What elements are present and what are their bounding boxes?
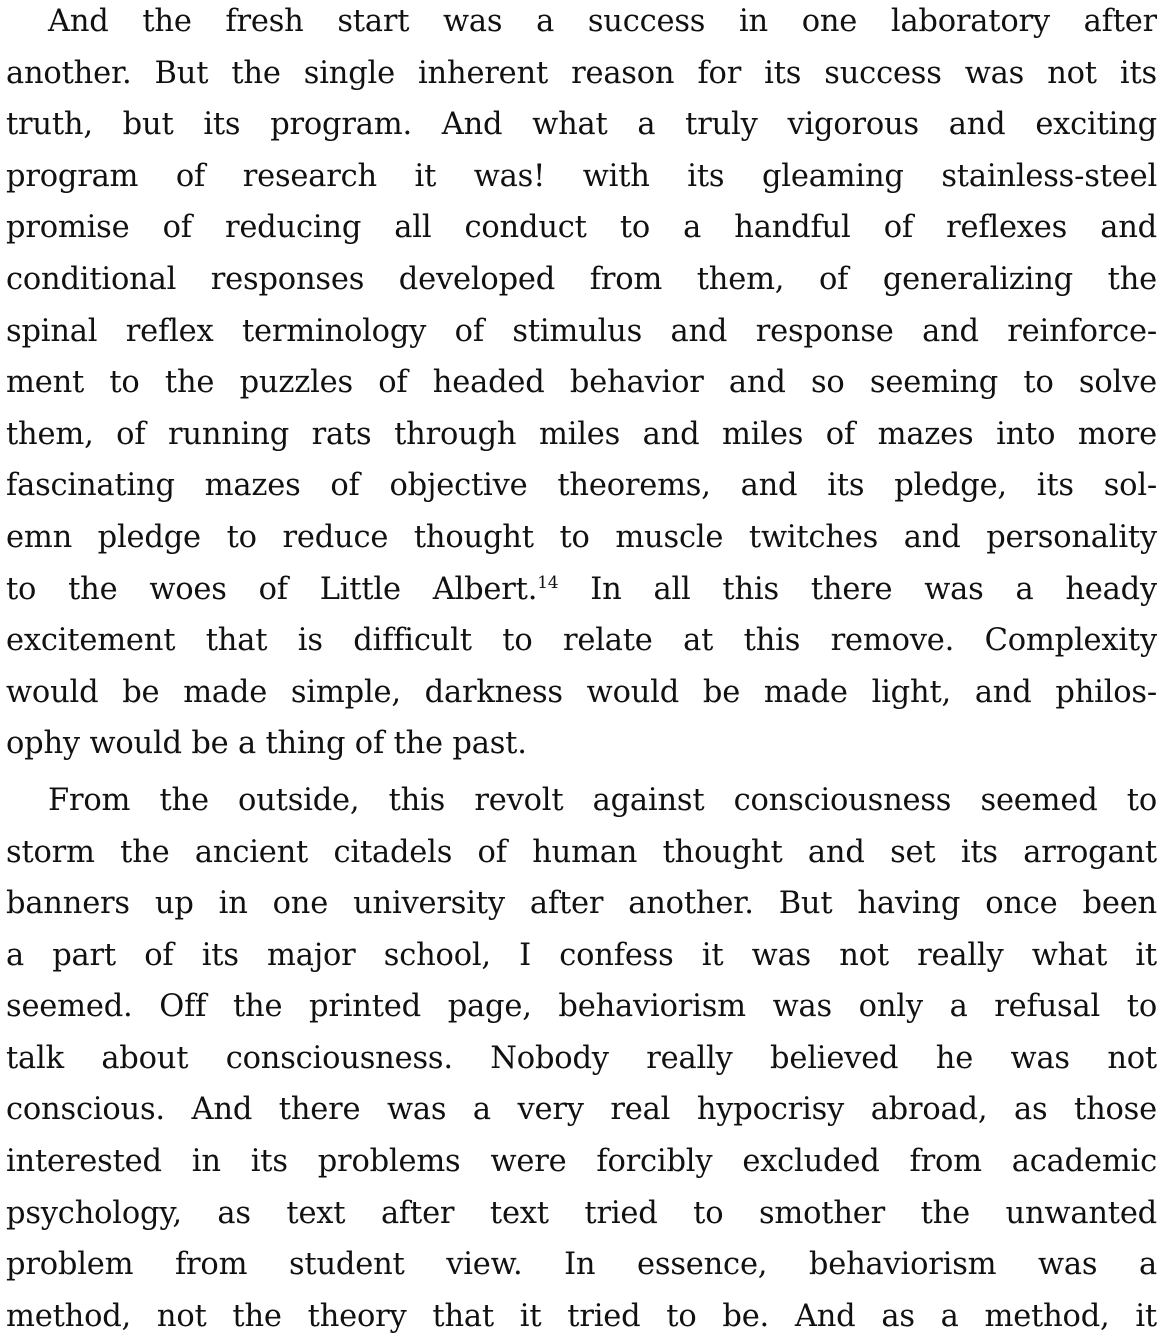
text-line: program of research it was! with its gleaming stainless-steel: [6, 158, 1157, 194]
text-line: promise of reducing all conduct to a handful of reflexes and: [6, 210, 1157, 246]
paragraph-1: [6, 0, 1157, 770]
text-before-footnote: to the woes of Little Albert.: [6, 571, 538, 607]
text-line: storm the ancient citadels of human thought and set its arrogant: [6, 834, 1157, 870]
text-line: method, not the theory that it tried to be. And as a method, it: [6, 1298, 1157, 1334]
text-line: banners up in one university after another. But having once been: [6, 886, 1157, 922]
text-line: truth, but its program. And what a truly vigorous and exciting: [6, 107, 1157, 143]
text-line: And the fresh start was a success in one laboratory after: [48, 4, 1157, 39]
text-line: conscious. And there was a very real hypocrisy abroad, as those: [6, 1092, 1157, 1128]
text-line: fascinating mazes of objective theorems, and its pledge, its sol-: [6, 468, 1157, 504]
text-line: spinal reflex terminology of stimulus and response and reinforce-: [6, 313, 1157, 349]
text-line: ment to the puzzles of headed behavior and so seeming to solve: [6, 365, 1157, 401]
text-after-footnote: In all this there was a heady: [558, 571, 1157, 607]
text-line: interested in its problems were forcibly excluded from academic: [6, 1144, 1157, 1180]
text-line: seemed. Off the printed page, behaviorism was only a refusal to: [6, 989, 1157, 1025]
paragraph-2: [6, 775, 1157, 1342]
text-line: another. But the single inherent reason for its success was not its: [6, 55, 1157, 91]
document-page: [6, 0, 1157, 1342]
text-line: emn pledge to reduce thought to muscle twitches and personality: [6, 519, 1157, 555]
text-line: psychology, as text after text tried to smother the unwanted: [6, 1195, 1157, 1231]
text-line: ophy would be a thing of the past.: [6, 726, 527, 762]
text-line: excitement that is difficult to relate at this remove. Complexity: [6, 623, 1157, 659]
text-line: problem from student view. In essence, behaviorism was a: [6, 1247, 1157, 1283]
text-line: them, of running rats through miles and miles of mazes into more: [6, 416, 1157, 452]
text-line: conditional responses developed from them, of generalizing the: [6, 261, 1157, 297]
text-line: would be made simple, darkness would be made light, and philos-: [6, 674, 1157, 710]
text-line-with-footnote: [6, 564, 1157, 616]
text-line: talk about consciousness. Nobody really believed he was not: [6, 1040, 1157, 1076]
footnote-marker[interactable]: 14: [537, 572, 559, 593]
text-line: From the outside, this revolt against consciousness seemed to: [48, 782, 1157, 818]
text-line: a part of its major school, I confess it was not really what it: [6, 937, 1157, 973]
